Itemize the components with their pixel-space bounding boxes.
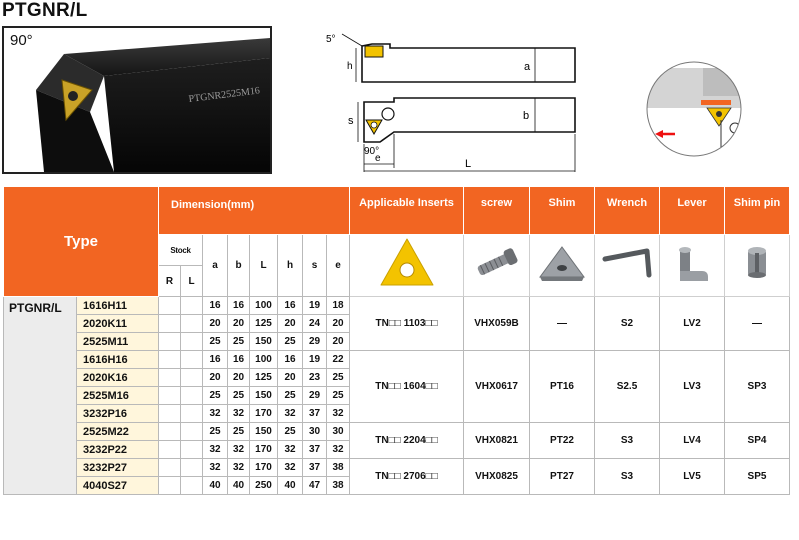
model-code: 1616H16 (77, 351, 159, 369)
dim-length-cell: 150 (250, 423, 278, 441)
dim-b-cell: 25 (228, 387, 250, 405)
dim-h-cell: 32 (278, 459, 303, 477)
dim-h-cell: 16 (278, 297, 303, 315)
model-code: 2020K11 (77, 315, 159, 333)
dim-e-cell: 38 (327, 477, 350, 495)
table-row (4, 297, 790, 315)
dim-e-header: e (327, 235, 350, 297)
shim-cell: PT16 (530, 351, 595, 423)
stock-r-cell (159, 387, 181, 405)
dim-h-cell: 20 (278, 369, 303, 387)
stock-r-cell (159, 459, 181, 477)
dim-b-cell: 20 (228, 315, 250, 333)
model-code: 4040S27 (77, 477, 159, 495)
stock-r-cell (159, 369, 181, 387)
dim-length-cell: 100 (250, 297, 278, 315)
insert-cell: TN□□ 2204□□ (350, 423, 464, 459)
spec-table (3, 186, 790, 495)
stock-l-cell (181, 423, 203, 441)
dim-a-cell: 32 (203, 405, 228, 423)
shim-header: Shim (530, 187, 595, 235)
dim-e-label: e (375, 153, 381, 164)
dim-a-label: a (524, 61, 531, 73)
stock-r-cell (159, 441, 181, 459)
dim-a-cell: 16 (203, 351, 228, 369)
stock-l-cell (181, 369, 203, 387)
dim-b-cell: 32 (228, 459, 250, 477)
dim-s-cell: 19 (303, 297, 327, 315)
stock-right-header: R (159, 266, 181, 297)
model-code: 1616H11 (77, 297, 159, 315)
dim-b-cell: 32 (228, 441, 250, 459)
dim-e-cell: 30 (327, 423, 350, 441)
shim-image-cell (530, 235, 595, 297)
stock-l-cell (181, 387, 203, 405)
dim-e-cell: 32 (327, 441, 350, 459)
dim-length-cell: 125 (250, 369, 278, 387)
dim-s-cell: 30 (303, 423, 327, 441)
wrench-header: Wrench (595, 187, 660, 235)
dim-s-cell: 19 (303, 351, 327, 369)
stock-l-cell (181, 297, 203, 315)
shim-pin-cell: SP4 (725, 423, 790, 459)
dim-length-cell: 170 (250, 405, 278, 423)
stock-r-cell (159, 297, 181, 315)
dim-e-cell: 18 (327, 297, 350, 315)
stock-l-cell (181, 351, 203, 369)
stock-r-cell (159, 423, 181, 441)
wrench-image-cell (595, 235, 660, 297)
lever-cell: LV4 (660, 423, 725, 459)
dim-a-cell: 20 (203, 315, 228, 333)
table-row (4, 459, 790, 477)
dim-s-cell: 37 (303, 405, 327, 423)
dim-h-cell: 25 (278, 423, 303, 441)
dim-a-cell: 32 (203, 441, 228, 459)
shim-pin-header: Shim pin (725, 187, 790, 235)
dim-length-cell: 170 (250, 459, 278, 477)
shim-cell: PT22 (530, 423, 595, 459)
shim-pin-cell: — (725, 297, 790, 351)
applicable-inserts-header: Applicable Inserts (350, 187, 464, 235)
dim-length-header: L (250, 235, 278, 297)
dim-a-cell: 20 (203, 369, 228, 387)
model-code: 3232P16 (77, 405, 159, 423)
dim-s-cell: 24 (303, 315, 327, 333)
dim-length-cell: 100 (250, 351, 278, 369)
approach-angle-dim: 90° (364, 146, 380, 157)
dim-length-cell: 150 (250, 333, 278, 351)
dim-h-cell: 16 (278, 351, 303, 369)
dim-s-cell: 23 (303, 369, 327, 387)
dim-h-cell: 25 (278, 333, 303, 351)
stock-l-cell (181, 315, 203, 333)
top-insert-icon (365, 46, 383, 57)
dim-e-cell: 20 (327, 315, 350, 333)
dim-s-cell: 37 (303, 459, 327, 477)
dim-length-cell: 250 (250, 477, 278, 495)
dimension-diagram (320, 26, 590, 176)
lever-cell: LV3 (660, 351, 725, 423)
stock-r-cell (159, 333, 181, 351)
dim-a-cell: 40 (203, 477, 228, 495)
shim-pin-cell: SP3 (725, 351, 790, 423)
stock-l-cell (181, 333, 203, 351)
dim-h-cell: 40 (278, 477, 303, 495)
dim-b-cell: 25 (228, 423, 250, 441)
dim-s-cell: 37 (303, 441, 327, 459)
insert-cell: TN□□ 2706□□ (350, 459, 464, 495)
dim-b-cell: 40 (228, 477, 250, 495)
stock-left-header: L (181, 266, 203, 297)
screw-cell: VHX059B (464, 297, 530, 351)
dim-h-header: h (278, 235, 303, 297)
tool-holder-photo (2, 26, 272, 174)
dim-h-label: h (347, 61, 353, 72)
family-label: PTGNR/L (4, 297, 77, 495)
lever-cell: LV2 (660, 297, 725, 351)
dim-s-cell: 47 (303, 477, 327, 495)
dim-e-cell: 25 (327, 369, 350, 387)
stock-r-cell (159, 351, 181, 369)
triangle-insert-icon (377, 235, 437, 291)
screw-cell: VHX0825 (464, 459, 530, 495)
dim-length-cell: 170 (250, 441, 278, 459)
wrench-cell: S2.5 (595, 351, 660, 423)
approach-angle-label: 90° (10, 32, 33, 49)
stock-r-cell (159, 405, 181, 423)
stock-l-cell (181, 441, 203, 459)
insert-cell: TN□□ 1103□□ (350, 297, 464, 351)
dim-length-label: L (465, 158, 472, 170)
stock-l-cell (181, 477, 203, 495)
shim-pin-icon (731, 241, 783, 285)
screw-image-cell (464, 235, 530, 297)
model-code: 3232P27 (77, 459, 159, 477)
dim-a-cell: 25 (203, 387, 228, 405)
dim-s-header: s (303, 235, 327, 297)
dim-s-label: s (348, 115, 354, 127)
shim-pin-cell: SP5 (725, 459, 790, 495)
lever-header: Lever (660, 187, 725, 235)
shim-cell: — (530, 297, 595, 351)
clearance-angle-label: 5° (326, 34, 336, 45)
screw-icon (471, 241, 523, 285)
screw-cell: VHX0821 (464, 423, 530, 459)
model-code: 2525M16 (77, 387, 159, 405)
lever-image-cell (660, 235, 725, 297)
wrench-cell: S3 (595, 423, 660, 459)
dim-a-cell: 16 (203, 297, 228, 315)
insert-cell: TN□□ 1604□□ (350, 351, 464, 423)
table-row (4, 351, 790, 369)
stock-r-cell (159, 315, 181, 333)
lever-cell: LV5 (660, 459, 725, 495)
wrench-cell: S2 (595, 297, 660, 351)
dim-e-cell: 38 (327, 459, 350, 477)
model-code: 2525M11 (77, 333, 159, 351)
dim-length-cell: 150 (250, 387, 278, 405)
dim-s-cell: 29 (303, 333, 327, 351)
dim-e-cell: 22 (327, 351, 350, 369)
screw-cell: VHX0617 (464, 351, 530, 423)
stock-r-cell (159, 477, 181, 495)
clamping-detail-inset (645, 60, 743, 158)
dim-h-cell: 25 (278, 387, 303, 405)
dim-s-cell: 29 (303, 387, 327, 405)
wrench-cell: S3 (595, 459, 660, 495)
lever-icon (666, 241, 718, 285)
dim-b-cell: 16 (228, 351, 250, 369)
tool-holder-illustration (4, 28, 270, 172)
type-header: Type (4, 187, 159, 297)
dim-b-cell: 32 (228, 405, 250, 423)
dim-a-header: a (203, 235, 228, 297)
dim-length-cell: 125 (250, 315, 278, 333)
stock-l-cell (181, 459, 203, 477)
model-code: 3232P22 (77, 441, 159, 459)
dim-h-cell: 32 (278, 441, 303, 459)
page-title: PTGNR/L (2, 0, 88, 21)
model-code: 2020K16 (77, 369, 159, 387)
dim-h-cell: 32 (278, 405, 303, 423)
holder-engraving: PTGNR2525M16 (188, 85, 261, 105)
model-code: 2525M22 (77, 423, 159, 441)
insert-image-cell (350, 235, 464, 297)
dim-e-cell: 25 (327, 387, 350, 405)
dim-e-cell: 32 (327, 405, 350, 423)
dim-h-cell: 20 (278, 315, 303, 333)
dim-a-cell: 25 (203, 333, 228, 351)
dim-a-cell: 25 (203, 423, 228, 441)
stock-l-cell (181, 405, 203, 423)
table-row (4, 423, 790, 441)
dim-b-cell: 16 (228, 297, 250, 315)
shim-pin-image-cell (725, 235, 790, 297)
dim-b-cell: 25 (228, 333, 250, 351)
dimension-header: Dimension(mm) (159, 187, 350, 235)
dim-b-cell: 20 (228, 369, 250, 387)
shim-cell: PT27 (530, 459, 595, 495)
dim-b-header: b (228, 235, 250, 297)
dim-b-label: b (523, 110, 530, 122)
stock-header: Stock (159, 235, 203, 266)
dim-a-cell: 32 (203, 459, 228, 477)
shim-icon (536, 241, 588, 285)
screw-header: screw (464, 187, 530, 235)
hex-wrench-icon (599, 241, 655, 285)
dim-e-cell: 20 (327, 333, 350, 351)
